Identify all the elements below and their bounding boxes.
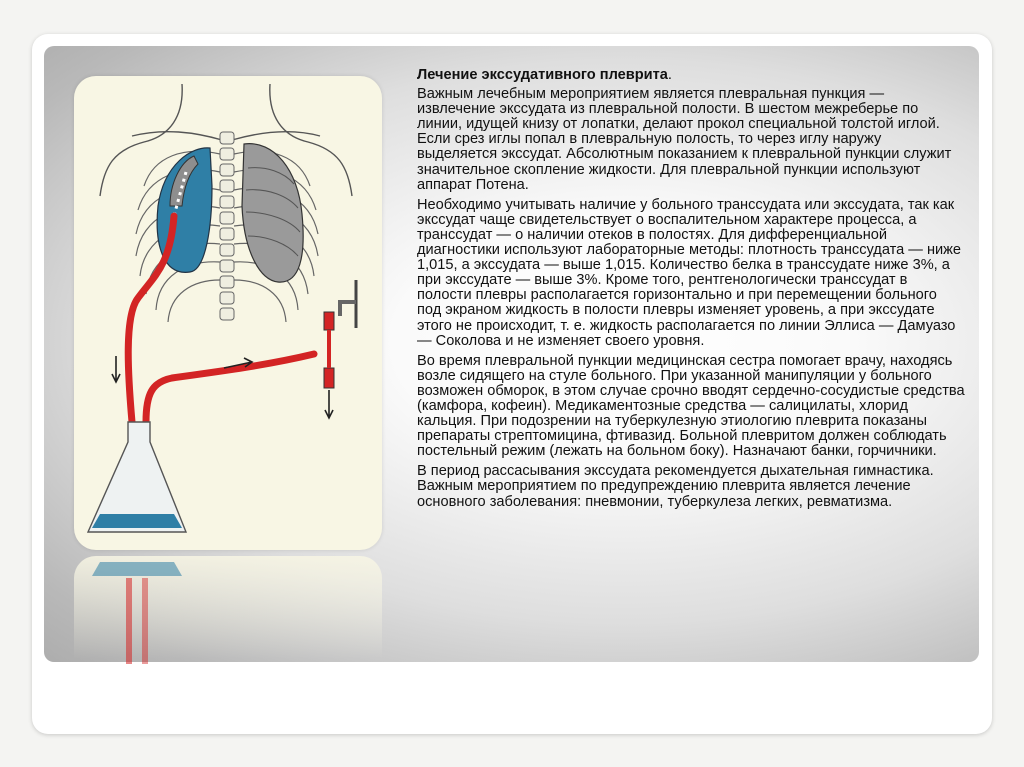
right-lung (242, 144, 303, 282)
valve-arrow-down (325, 390, 333, 418)
flow-arrow-down (112, 356, 120, 382)
right-clavicle (232, 132, 320, 140)
collected-fluid (92, 514, 182, 528)
suction-tube (146, 354, 314, 422)
valve-top (324, 312, 334, 330)
figure-reflection (74, 556, 382, 664)
pleural-puncture-figure (74, 76, 382, 550)
slide-title-period: . (667, 67, 672, 83)
slide-title (417, 68, 965, 83)
slide-title-text: Лечение экссудативного плеврита (417, 67, 668, 83)
pleural-puncture-illustration-icon (74, 76, 382, 550)
valve-bottom (324, 368, 334, 388)
paragraph-4: В период рассасывания экссудата рекомендуется дыхательная гимнастика. Важным мероприятием по предупреждению плеврита является лечение основного заболевания: пневмонии, туберкулеза легких, ревматизма. (417, 463, 934, 510)
reflection-illustration-icon (74, 556, 382, 664)
paragraph-3: Во время плевральной пункции медицинская сестра помогает врачу, находясь возле сидящего на стуле больного. При указанной манипуляции у больного возможен обморок, в этом случае срочно вводят сердечно-сосудистые средства (камфора, кофеин). Медикаментозные средства — салицилаты, хлорид кальция. При подозрении на туберкулезную этиологию плеврита показаны препараты стрептомицина, фтивазид. Больной плевритом должен соблюдать постельный режим (лежать на больном боку). Назначают банки, горчичники. (417, 352, 965, 460)
paragraph-2: Необходимо учитывать наличие у больного транссудата или экссудата, так как экссудат чаще свидетельствует о воспалительном характере процесса, а транссудат — о наличии отеков в полостях. Для дифференциальной диагностики используют лабораторные методы: плотность транссудата — ниже 1,015, а экссудата — выше 1,015. Количество белка в транссудате ниже 3%, а при экссудате — выше 3%. Кроме того, рентгенологически транссудат в полости плевры располагается горизонтально и при перемещении больного под экраном жидкость в полости плевры изменяет уровень, а при экссудате этого не происходит, т. е. жидкость располагается по линии Эллиса — Дамуазо — Соколова и не изменяет своего уровня. (417, 196, 962, 349)
paragraph-1: Важным лечебным мероприятием является плевральная пункция — извлечение экссудата из плевральной полости. В шестом межреберье по линии, идущей книзу от лопатки, делают прокол специальной толстой иглой. Если срез иглы попал в плевральную полость, то через иглу наружу выделяется экссудат. Абсолютным показанием к плевральной пункции служит значительное скопление жидкости. Для плевральной пункции используют аппарат Потена. (417, 86, 952, 193)
left-clavicle (132, 132, 222, 140)
faucet (340, 302, 356, 316)
slide-text (417, 68, 965, 515)
spine (220, 132, 234, 320)
